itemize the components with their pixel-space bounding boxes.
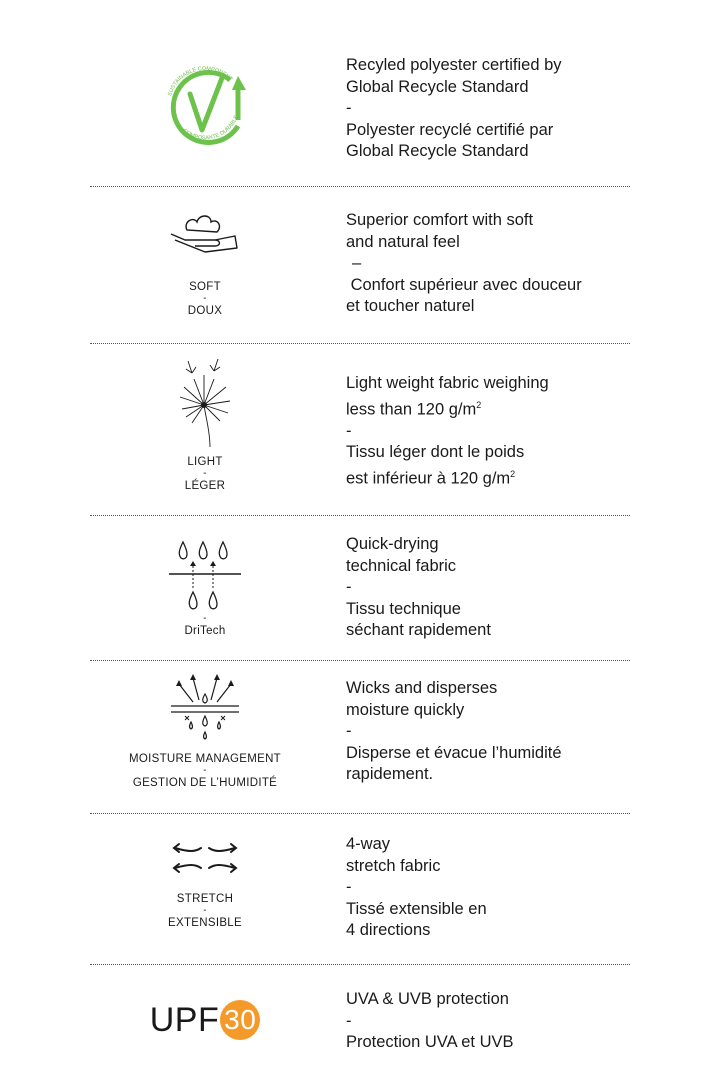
desc-fr-line1: Tissé extensible en: [346, 899, 487, 918]
desc-fr-line2: séchant rapidement: [346, 621, 491, 639]
upf-30-logo: [150, 1000, 261, 1040]
label-fr: LÉGER: [184, 480, 226, 492]
feature-description: [346, 989, 676, 1054]
desc-en-line1: Superior comfort with soft: [346, 211, 534, 229]
feature-description: [346, 373, 676, 490]
label-separator: -: [203, 905, 207, 916]
upf-number-badge: 30: [220, 1000, 260, 1040]
desc-separator: -: [346, 722, 352, 740]
recycle-badge: [80, 50, 330, 160]
desc-fr-line2: rapidement.: [346, 765, 434, 783]
desc-en-line2: technical fabric: [346, 556, 457, 575]
feature-row-upf: [0, 980, 720, 1070]
stretch-icon-block: [80, 840, 330, 930]
feature-row-moisture: [0, 672, 720, 807]
desc-fr-line2: Global Recycle Standard: [346, 142, 529, 160]
desc-separator: -: [346, 578, 352, 596]
recycle-check-icon: [150, 50, 260, 160]
label-en: DriTech: [184, 625, 226, 637]
feature-row-soft: [0, 200, 720, 330]
desc-en-line1: Recyled polyester certified by: [346, 56, 562, 74]
desc-fr-line2: et toucher naturel: [346, 297, 475, 315]
feature-description: [346, 834, 676, 942]
feature-row-dritech: [0, 528, 720, 653]
hand-cloud-icon: [165, 208, 245, 258]
dritech-icon-block: [80, 536, 330, 638]
svg-text:COMPOSANTE DURABLE: COMPOSANTE DURABLE: [181, 114, 240, 142]
label-en: SOFT: [189, 281, 221, 293]
desc-separator: -: [346, 878, 352, 896]
label-en: MOISTURE MANAGEMENT: [128, 753, 281, 765]
desc-en-line1: UVA & UVB protection: [346, 990, 509, 1008]
label-fr: DOUX: [187, 305, 223, 317]
label-fr: EXTENSIBLE: [168, 917, 242, 929]
label-en: STRETCH: [176, 893, 234, 905]
desc-en-line2: Global Recycle Standard: [346, 77, 529, 96]
label-separator: -: [203, 293, 207, 304]
desc-separator: -: [346, 1011, 352, 1030]
desc-en-line1: Wicks and disperses: [346, 679, 498, 697]
feature-description: [346, 55, 676, 163]
label-fr: GESTION DE L’HUMIDITÉ: [132, 777, 278, 789]
divider: [90, 186, 630, 187]
feature-description: [346, 534, 676, 642]
feature-row-light: [0, 355, 720, 505]
desc-separator: -: [346, 421, 352, 440]
divider: [90, 515, 630, 516]
label-en: LIGHT: [187, 456, 223, 468]
light-icon-block: [80, 357, 330, 493]
divider: [90, 343, 630, 344]
svg-text:SUSTAINABLE COMPONENT: SUSTAINABLE COMPONENT: [167, 65, 234, 97]
feature-row-recycled: [0, 50, 720, 170]
desc-fr-line1: Tissu technique: [346, 599, 461, 618]
upf-text: UPF: [149, 1000, 220, 1039]
soft-icon-block: [80, 208, 330, 318]
desc-en-line1: 4-way: [346, 835, 391, 853]
water-drops-icon: [165, 536, 245, 616]
desc-en-line2: stretch fabric: [346, 856, 441, 875]
desc-fr-line1: Protection UVA et UVB: [346, 1033, 514, 1051]
divider: [90, 660, 630, 661]
desc-fr-line1: Confort supérieur avec douceur: [346, 275, 582, 294]
desc-en-line2: less than 120 $g/m^2$: [346, 399, 482, 418]
desc-fr-line2: 4 directions: [346, 921, 431, 939]
upf-logo: [80, 1000, 330, 1040]
desc-fr-line1: Polyester recyclé certifié par: [346, 120, 554, 139]
feature-description: [346, 210, 676, 318]
desc-en-line2: and natural feel: [346, 232, 460, 251]
feature-description: [346, 678, 676, 786]
moisture-disperse-icon: [165, 672, 245, 748]
desc-fr-line1: Disperse et évacue l’humidité: [346, 743, 562, 762]
divider: [90, 813, 630, 814]
desc-en-line2: moisture quickly: [346, 700, 465, 719]
stretch-arrows-icon: [165, 840, 245, 876]
feature-row-stretch: [0, 828, 720, 958]
desc-separator: –: [352, 254, 362, 272]
desc-en-line1: Quick-drying: [346, 535, 439, 553]
desc-en-line1: Light weight fabric weighing: [346, 374, 549, 392]
label-separator: -: [203, 765, 207, 776]
desc-fr-line2: est inférieur à 120 $g/m^2$: [346, 468, 516, 487]
desc-separator: -: [346, 99, 352, 117]
desc-fr-line1: Tissu léger dont le poids: [346, 443, 525, 461]
divider: [90, 964, 630, 965]
label-separator: -: [203, 468, 207, 479]
label-separator: -: [203, 613, 207, 624]
dandelion-icon: [170, 357, 240, 449]
moisture-icon-block: [80, 672, 330, 790]
